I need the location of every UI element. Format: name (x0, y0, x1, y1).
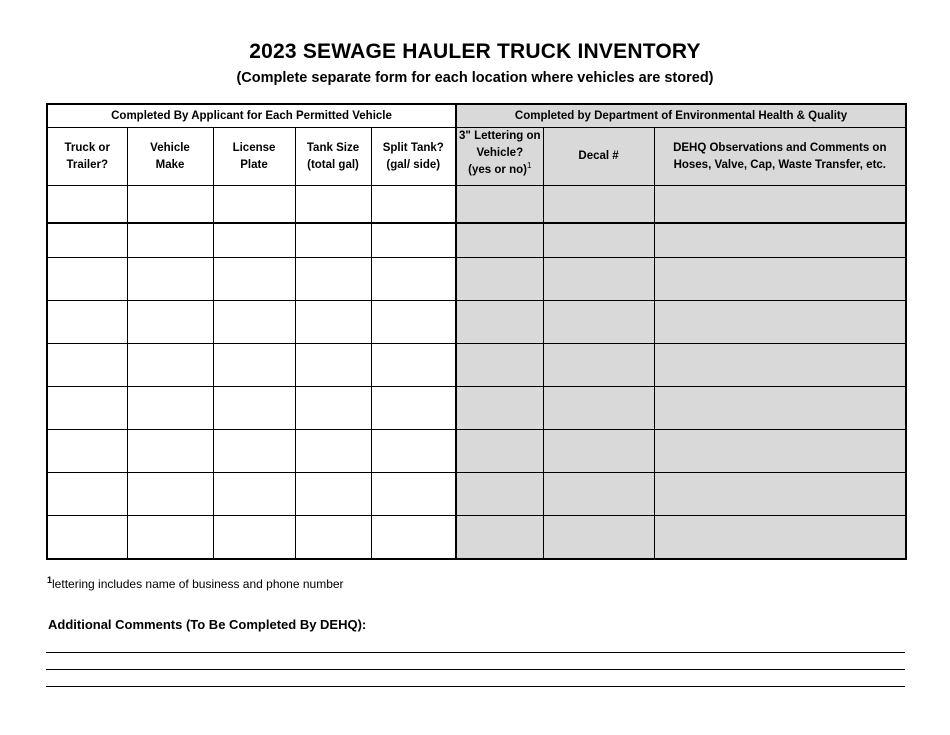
license-plate-cell[interactable] (213, 301, 295, 344)
table-row (47, 473, 906, 516)
decal-cell[interactable] (543, 186, 654, 224)
vehicle-make-cell[interactable] (127, 387, 213, 430)
lettering-cell[interactable] (456, 344, 543, 387)
observations-cell[interactable] (654, 516, 906, 560)
vehicle-make-cell[interactable] (127, 223, 213, 258)
tank-size-cell[interactable] (295, 430, 371, 473)
split-tank-cell[interactable] (371, 301, 456, 344)
vehicle-make-cell[interactable] (127, 344, 213, 387)
observations-cell[interactable] (654, 344, 906, 387)
lettering-cell[interactable] (456, 186, 543, 224)
truck-or-trailer-cell[interactable] (47, 258, 127, 301)
decal-cell[interactable] (543, 301, 654, 344)
split-tank-cell[interactable] (371, 344, 456, 387)
applicant-section-header: Completed By Applicant for Each Permitted Vehicle (47, 104, 456, 128)
license-plate-cell[interactable] (213, 387, 295, 430)
split-tank-cell[interactable] (371, 516, 456, 560)
footnote-text: lettering includes name of business and phone number (52, 577, 344, 591)
license-plate-cell[interactable] (213, 258, 295, 301)
lettering-cell[interactable] (456, 430, 543, 473)
tank-size-cell[interactable] (295, 186, 371, 224)
decal-cell[interactable] (543, 516, 654, 560)
table-row (47, 344, 906, 387)
truck-or-trailer-cell[interactable] (47, 301, 127, 344)
vehicle-make-cell[interactable] (127, 473, 213, 516)
comment-line[interactable] (46, 669, 905, 670)
split-tank-cell[interactable] (371, 473, 456, 516)
observations-cell[interactable] (654, 258, 906, 301)
col-tank-size: Tank Size (total gal) (295, 128, 371, 186)
observations-cell[interactable] (654, 387, 906, 430)
comment-line[interactable] (46, 652, 905, 653)
col-truck-or-trailer: Truck or Trailer? (47, 128, 127, 186)
col-split-tank: Split Tank? (gal/ side) (371, 128, 456, 186)
split-tank-cell[interactable] (371, 430, 456, 473)
lettering-cell[interactable] (456, 387, 543, 430)
observations-cell[interactable] (654, 473, 906, 516)
split-tank-cell[interactable] (371, 223, 456, 258)
table-row (47, 186, 906, 224)
truck-or-trailer-cell[interactable] (47, 387, 127, 430)
license-plate-cell[interactable] (213, 473, 295, 516)
decal-cell[interactable] (543, 473, 654, 516)
footnote (47, 575, 344, 591)
observations-cell[interactable] (654, 186, 906, 224)
lettering-cell[interactable] (456, 516, 543, 560)
vehicle-make-cell[interactable] (127, 258, 213, 301)
truck-or-trailer-cell[interactable] (47, 516, 127, 560)
col-license-plate: License Plate (213, 128, 295, 186)
comment-line[interactable] (46, 686, 905, 687)
table-row (47, 223, 906, 258)
decal-cell[interactable] (543, 223, 654, 258)
truck-or-trailer-cell[interactable] (47, 473, 127, 516)
col-observations: DEHQ Observations and Comments on Hoses, Valve, Cap, Waste Transfer, etc. (654, 128, 906, 186)
col-decal: Decal # (543, 128, 654, 186)
col-lettering: 3" Lettering on Vehicle? (yes or no)$^1$ (456, 128, 543, 186)
license-plate-cell[interactable] (213, 430, 295, 473)
lettering-cell[interactable] (456, 223, 543, 258)
table-row (47, 430, 906, 473)
additional-comments-label: Additional Comments (To Be Completed By DEHQ): (48, 617, 367, 632)
license-plate-cell[interactable] (213, 223, 295, 258)
decal-cell[interactable] (543, 258, 654, 301)
vehicle-make-cell[interactable] (127, 516, 213, 560)
vehicle-make-cell[interactable] (127, 430, 213, 473)
license-plate-cell[interactable] (213, 186, 295, 224)
tank-size-cell[interactable] (295, 473, 371, 516)
truck-or-trailer-cell[interactable] (47, 223, 127, 258)
license-plate-cell[interactable] (213, 344, 295, 387)
decal-cell[interactable] (543, 387, 654, 430)
vehicle-make-cell[interactable] (127, 301, 213, 344)
decal-cell[interactable] (543, 430, 654, 473)
table-row (47, 258, 906, 301)
lettering-cell[interactable] (456, 301, 543, 344)
document-title: 2023 SEWAGE HAULER TRUCK INVENTORY (249, 40, 701, 63)
inventory-body (47, 186, 906, 560)
col-vehicle-make: Vehicle Make (127, 128, 213, 186)
truck-or-trailer-cell[interactable] (47, 430, 127, 473)
department-section-header: Completed by Department of Environmental Health & Quality (456, 104, 906, 128)
tank-size-cell[interactable] (295, 387, 371, 430)
observations-cell[interactable] (654, 223, 906, 258)
split-tank-cell[interactable] (371, 258, 456, 301)
table-row (47, 516, 906, 560)
observations-cell[interactable] (654, 301, 906, 344)
inventory-table (46, 103, 907, 560)
footnote-mark: 1 (526, 161, 532, 171)
tank-size-cell[interactable] (295, 516, 371, 560)
lettering-cell[interactable] (456, 258, 543, 301)
truck-or-trailer-cell[interactable] (47, 186, 127, 224)
tank-size-cell[interactable] (295, 258, 371, 301)
license-plate-cell[interactable] (213, 516, 295, 560)
split-tank-cell[interactable] (371, 387, 456, 430)
decal-cell[interactable] (543, 344, 654, 387)
footnote-number: 1 (47, 575, 53, 585)
table-row (47, 387, 906, 430)
document-subtitle: (Complete separate form for each location where vehicles are stored) (236, 70, 714, 86)
lettering-cell[interactable] (456, 473, 543, 516)
tank-size-cell[interactable] (295, 301, 371, 344)
tank-size-cell[interactable] (295, 344, 371, 387)
tank-size-cell[interactable] (295, 223, 371, 258)
observations-cell[interactable] (654, 430, 906, 473)
split-tank-cell[interactable] (371, 186, 456, 224)
table-row (47, 301, 906, 344)
truck-or-trailer-cell[interactable] (47, 344, 127, 387)
vehicle-make-cell[interactable] (127, 186, 213, 224)
